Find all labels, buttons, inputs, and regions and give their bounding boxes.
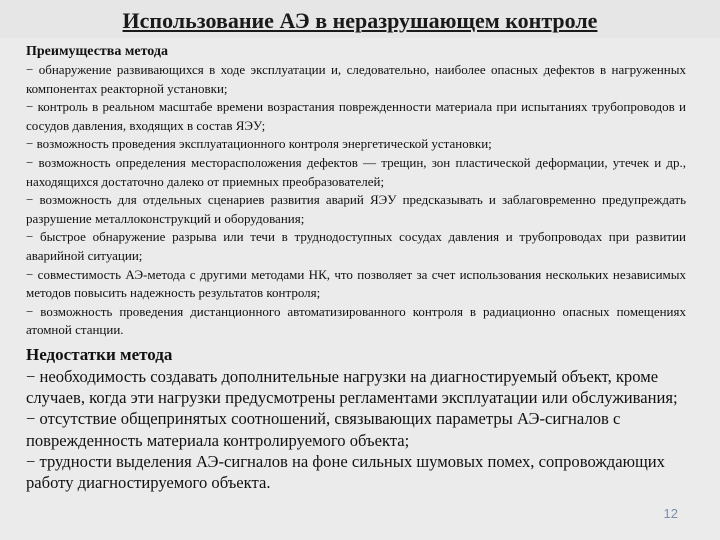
advantages-list — [26, 61, 686, 340]
advantage-item: − возможность определения месторасположения дефектов — трещин, зон пластической деформации, утечек и др., находящихся достаточно далеко от приемных преобразователей; — [26, 154, 686, 189]
disadvantages-list — [26, 366, 686, 493]
disadvantage-item: − необходимость создавать дополнительные нагрузки на диагностируемый объект, кроме случаев, когда эти нагрузки предусмотрены регламентами эксплуатации или обслуживания; — [26, 366, 678, 408]
advantage-item: − возможность проведения эксплуатационного контроля энергетической установки; — [26, 136, 492, 152]
advantages-heading: Преимущества метода — [26, 44, 168, 59]
disadvantage-item: − отсутствие общепринятых соотношений, связывающих параметры АЭ-сигналов с поврежденность материала контролируемого объекта; — [26, 409, 621, 450]
advantage-item: − совместимость АЭ-метода с другими методами НК, что позволяет за счет использования нескольких независимых методов повысить надежность результатов контроля; — [26, 266, 686, 301]
slide-title: Использование АЭ в неразрушающем контроле — [122, 8, 598, 33]
advantage-item: − возможность проведения дистанционного автоматизированного контроля в радиационно опасных помещениях атомной станции. — [26, 303, 686, 338]
advantage-item: − обнаружение развивающихся в ходе эксплуатации и, следовательно, наиболее опасных дефектов в нагруженных компонентах реакторной установки; — [26, 62, 686, 96]
page-number: 12 — [663, 506, 678, 521]
slide-content — [26, 42, 686, 493]
disadvantage-item: − трудности выделения АЭ-сигналов на фоне сильных шумовых помех, сопровождающих работу диагностируемого объекта. — [26, 451, 665, 492]
advantage-item: − быстрое обнаружение разрыва или течи в труднодоступных сосудах давления и трубопроводах при развитии аварийной ситуации; — [26, 229, 686, 263]
disadvantages-heading: Недостатки метода — [26, 344, 173, 364]
advantage-item: − контроль в реальном масштабе времени возрастания поврежденности материала при испытаниях трубопроводов и сосудов давления, входящих в состав ЯЭУ; — [26, 99, 686, 133]
advantage-item: − возможность для отдельных сценариев развития аварий ЯЭУ предсказывать и заблаговременно предупреждать разрушение металлоконструкций и оборудования; — [26, 192, 686, 226]
